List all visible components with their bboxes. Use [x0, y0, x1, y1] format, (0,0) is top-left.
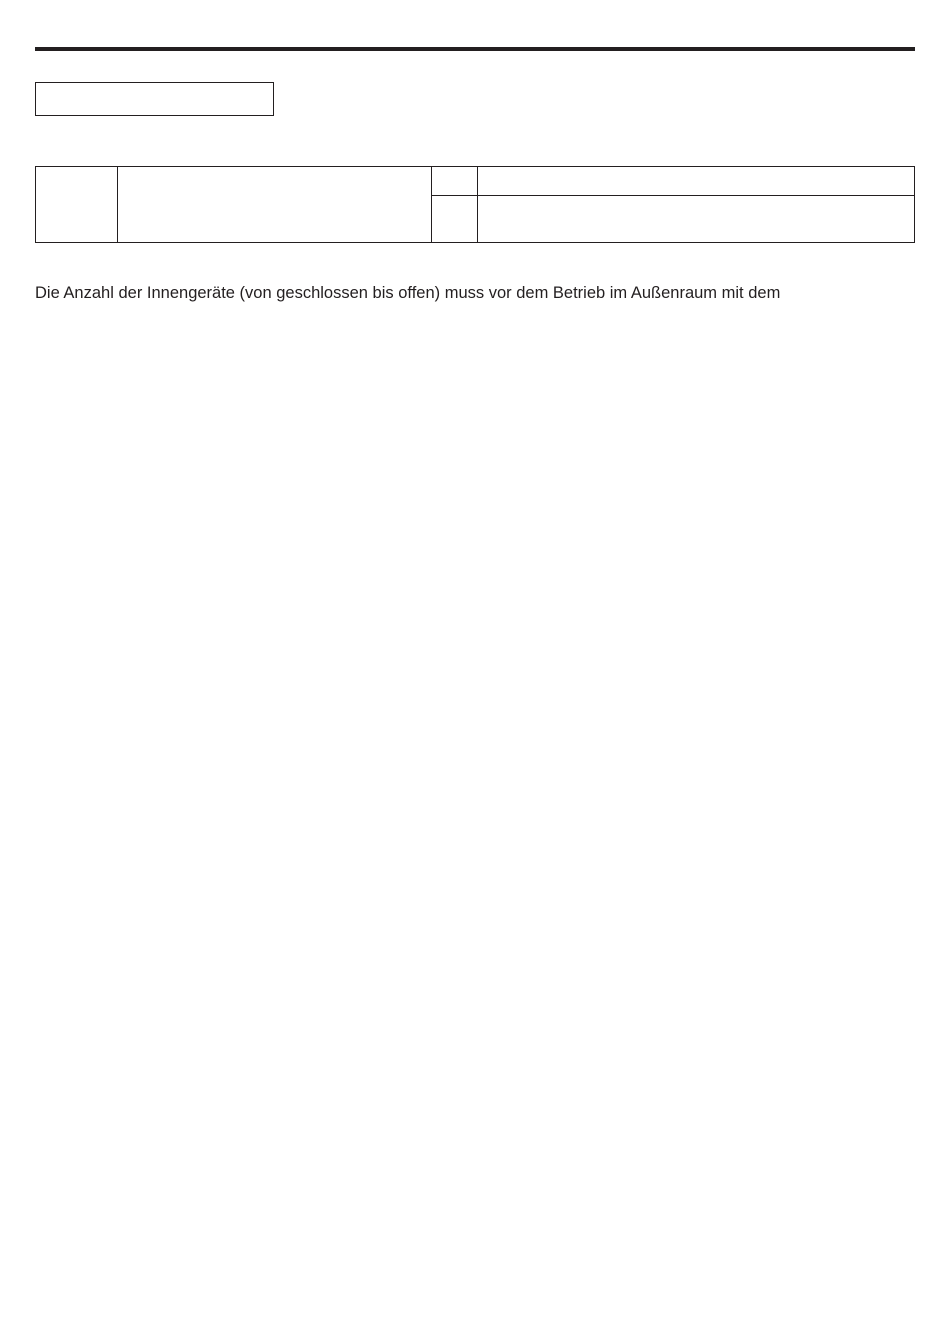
table-cell-b [118, 167, 432, 243]
body-paragraph: Die Anzahl der Innengeräte (von geschlossen bis offen) muss vor dem Betrieb im Außenraum mit dem [35, 284, 781, 302]
table-cell-c [432, 196, 478, 243]
spec-table [35, 166, 915, 243]
top-rule [35, 47, 915, 51]
table-cell-d [478, 196, 915, 243]
table-cell-d [478, 167, 915, 196]
table-cell-a [36, 167, 118, 243]
section-label-box [35, 82, 274, 116]
table-cell-c [432, 167, 478, 196]
table-row [36, 167, 915, 196]
